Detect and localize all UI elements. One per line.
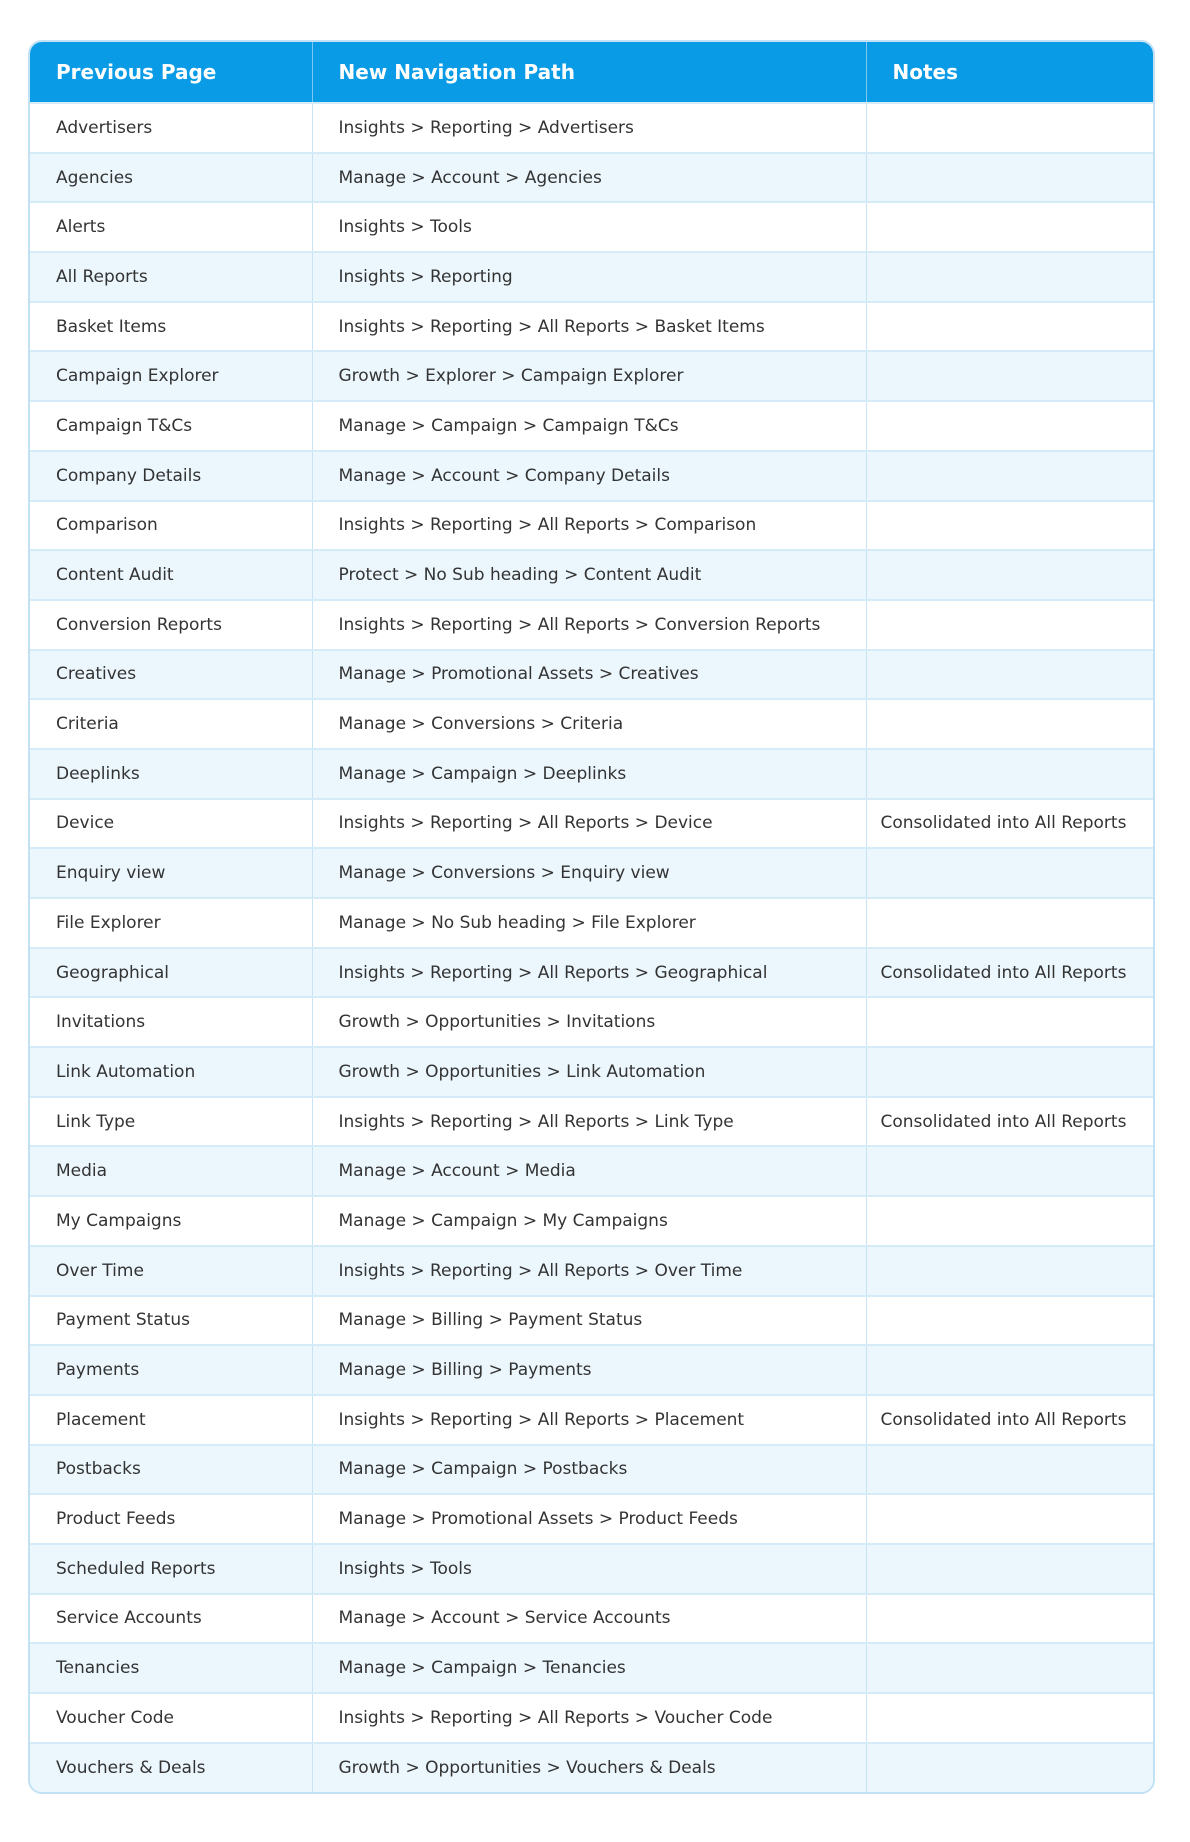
cell-notes: Consolidated into All Reports bbox=[866, 799, 1153, 849]
cell-new-navigation-path: Insights > Reporting > All Reports > Comparison bbox=[312, 501, 866, 551]
cell-new-navigation-path: Insights > Reporting bbox=[312, 252, 866, 302]
cell-new-navigation-path: Manage > Promotional Assets > Creatives bbox=[312, 650, 866, 700]
cell-previous-page: Company Details bbox=[30, 451, 312, 501]
table-row bbox=[30, 699, 1153, 749]
cell-new-navigation-path: Growth > Opportunities > Invitations bbox=[312, 997, 866, 1047]
table-row bbox=[30, 501, 1153, 551]
cell-previous-page: Criteria bbox=[30, 699, 312, 749]
cell-notes bbox=[866, 898, 1153, 948]
cell-new-navigation-path: Insights > Tools bbox=[312, 1544, 866, 1594]
cell-new-navigation-path: Insights > Reporting > All Reports > Over Time bbox=[312, 1246, 866, 1296]
cell-new-navigation-path: Manage > Campaign > Campaign T&Cs bbox=[312, 401, 866, 451]
cell-previous-page: Link Automation bbox=[30, 1047, 312, 1097]
cell-new-navigation-path: Insights > Reporting > All Reports > Basket Items bbox=[312, 302, 866, 352]
table-row bbox=[30, 650, 1153, 700]
cell-previous-page: Scheduled Reports bbox=[30, 1544, 312, 1594]
table-row bbox=[30, 1594, 1153, 1644]
cell-notes bbox=[866, 1146, 1153, 1196]
cell-previous-page: Placement bbox=[30, 1395, 312, 1445]
table-row bbox=[30, 1494, 1153, 1544]
cell-previous-page: Postbacks bbox=[30, 1445, 312, 1495]
cell-notes bbox=[866, 650, 1153, 700]
cell-new-navigation-path: Manage > Account > Agencies bbox=[312, 153, 866, 203]
cell-previous-page: All Reports bbox=[30, 252, 312, 302]
cell-new-navigation-path: Insights > Reporting > All Reports > Placement bbox=[312, 1395, 866, 1445]
cell-new-navigation-path: Insights > Reporting > All Reports > Geographical bbox=[312, 948, 866, 998]
table-row bbox=[30, 401, 1153, 451]
cell-new-navigation-path: Insights > Reporting > Advertisers bbox=[312, 103, 866, 153]
cell-notes bbox=[866, 153, 1153, 203]
cell-previous-page: Campaign T&Cs bbox=[30, 401, 312, 451]
cell-notes bbox=[866, 1246, 1153, 1296]
header-new-navigation-path: New Navigation Path bbox=[312, 42, 866, 103]
table bbox=[30, 42, 1153, 1792]
table-row bbox=[30, 153, 1153, 203]
cell-new-navigation-path: Insights > Tools bbox=[312, 202, 866, 252]
cell-notes bbox=[866, 1643, 1153, 1693]
cell-previous-page: Comparison bbox=[30, 501, 312, 551]
cell-notes bbox=[866, 1544, 1153, 1594]
navigation-mapping-table bbox=[28, 40, 1155, 1794]
table-row bbox=[30, 1246, 1153, 1296]
cell-previous-page: Agencies bbox=[30, 153, 312, 203]
table-row bbox=[30, 749, 1153, 799]
cell-previous-page: Basket Items bbox=[30, 302, 312, 352]
cell-new-navigation-path: Insights > Reporting > All Reports > Voucher Code bbox=[312, 1693, 866, 1743]
table-body bbox=[30, 103, 1153, 1792]
table-row bbox=[30, 103, 1153, 153]
cell-notes bbox=[866, 451, 1153, 501]
table-row bbox=[30, 1296, 1153, 1346]
cell-new-navigation-path: Manage > Account > Service Accounts bbox=[312, 1594, 866, 1644]
cell-notes bbox=[866, 1047, 1153, 1097]
cell-previous-page: Deeplinks bbox=[30, 749, 312, 799]
cell-previous-page: Vouchers & Deals bbox=[30, 1743, 312, 1793]
cell-new-navigation-path: Insights > Reporting > All Reports > Device bbox=[312, 799, 866, 849]
cell-new-navigation-path: Manage > Account > Company Details bbox=[312, 451, 866, 501]
cell-notes bbox=[866, 997, 1153, 1047]
table-row bbox=[30, 1047, 1153, 1097]
table-row bbox=[30, 1196, 1153, 1246]
table-row bbox=[30, 1693, 1153, 1743]
cell-previous-page: Service Accounts bbox=[30, 1594, 312, 1644]
cell-notes bbox=[866, 202, 1153, 252]
header-row bbox=[30, 42, 1153, 103]
cell-new-navigation-path: Manage > Conversions > Criteria bbox=[312, 699, 866, 749]
cell-notes: Consolidated into All Reports bbox=[866, 1097, 1153, 1147]
cell-notes bbox=[866, 1196, 1153, 1246]
cell-notes bbox=[866, 351, 1153, 401]
header-previous-page: Previous Page bbox=[56, 60, 217, 84]
table-row bbox=[30, 451, 1153, 501]
cell-notes bbox=[866, 699, 1153, 749]
cell-previous-page: Link Type bbox=[30, 1097, 312, 1147]
table-row bbox=[30, 1544, 1153, 1594]
table-row bbox=[30, 799, 1153, 849]
cell-previous-page: Voucher Code bbox=[30, 1693, 312, 1743]
cell-notes bbox=[866, 749, 1153, 799]
cell-new-navigation-path: Manage > Campaign > My Campaigns bbox=[312, 1196, 866, 1246]
cell-notes bbox=[866, 252, 1153, 302]
cell-new-navigation-path: Manage > Campaign > Postbacks bbox=[312, 1445, 866, 1495]
cell-previous-page: Creatives bbox=[30, 650, 312, 700]
cell-new-navigation-path: Manage > Promotional Assets > Product Feeds bbox=[312, 1494, 866, 1544]
cell-new-navigation-path: Manage > No Sub heading > File Explorer bbox=[312, 898, 866, 948]
table-row bbox=[30, 351, 1153, 401]
cell-new-navigation-path: Manage > Account > Media bbox=[312, 1146, 866, 1196]
table-row bbox=[30, 600, 1153, 650]
cell-new-navigation-path: Growth > Opportunities > Vouchers & Deals bbox=[312, 1743, 866, 1793]
cell-new-navigation-path: Manage > Billing > Payment Status bbox=[312, 1296, 866, 1346]
table-row bbox=[30, 1395, 1153, 1445]
cell-previous-page: Geographical bbox=[30, 948, 312, 998]
cell-notes bbox=[866, 1743, 1153, 1793]
cell-notes bbox=[866, 1296, 1153, 1346]
cell-previous-page: Content Audit bbox=[30, 550, 312, 600]
cell-notes bbox=[866, 501, 1153, 551]
cell-new-navigation-path: Growth > Opportunities > Link Automation bbox=[312, 1047, 866, 1097]
cell-new-navigation-path: Insights > Reporting > All Reports > Conversion Reports bbox=[312, 600, 866, 650]
cell-previous-page: Payments bbox=[30, 1345, 312, 1395]
table-row bbox=[30, 997, 1153, 1047]
cell-previous-page: Campaign Explorer bbox=[30, 351, 312, 401]
cell-previous-page: My Campaigns bbox=[30, 1196, 312, 1246]
cell-previous-page: Device bbox=[30, 799, 312, 849]
cell-previous-page: File Explorer bbox=[30, 898, 312, 948]
cell-notes bbox=[866, 302, 1153, 352]
cell-new-navigation-path: Protect > No Sub heading > Content Audit bbox=[312, 550, 866, 600]
cell-previous-page: Alerts bbox=[30, 202, 312, 252]
cell-notes bbox=[866, 103, 1153, 153]
table-row bbox=[30, 1445, 1153, 1495]
cell-notes bbox=[866, 1345, 1153, 1395]
table-row bbox=[30, 948, 1153, 998]
table-row bbox=[30, 1345, 1153, 1395]
header-notes: Notes bbox=[866, 42, 1153, 103]
table-row bbox=[30, 848, 1153, 898]
cell-notes bbox=[866, 1693, 1153, 1743]
cell-notes bbox=[866, 848, 1153, 898]
table-row bbox=[30, 1643, 1153, 1693]
cell-new-navigation-path: Manage > Campaign > Deeplinks bbox=[312, 749, 866, 799]
cell-previous-page: Over Time bbox=[30, 1246, 312, 1296]
cell-notes: Consolidated into All Reports bbox=[866, 1395, 1153, 1445]
cell-notes bbox=[866, 401, 1153, 451]
cell-notes bbox=[866, 550, 1153, 600]
cell-previous-page: Product Feeds bbox=[30, 1494, 312, 1544]
cell-previous-page: Enquiry view bbox=[30, 848, 312, 898]
table-row bbox=[30, 550, 1153, 600]
cell-new-navigation-path: Manage > Conversions > Enquiry view bbox=[312, 848, 866, 898]
table-row bbox=[30, 302, 1153, 352]
cell-new-navigation-path: Insights > Reporting > All Reports > Link Type bbox=[312, 1097, 866, 1147]
cell-notes bbox=[866, 1494, 1153, 1544]
cell-new-navigation-path: Manage > Billing > Payments bbox=[312, 1345, 866, 1395]
table-row bbox=[30, 202, 1153, 252]
cell-previous-page: Media bbox=[30, 1146, 312, 1196]
table-row bbox=[30, 898, 1153, 948]
table-row bbox=[30, 1097, 1153, 1147]
cell-notes bbox=[866, 1594, 1153, 1644]
table-row bbox=[30, 1743, 1153, 1793]
cell-notes: Consolidated into All Reports bbox=[866, 948, 1153, 998]
cell-previous-page: Conversion Reports bbox=[30, 600, 312, 650]
table-row bbox=[30, 1146, 1153, 1196]
cell-notes bbox=[866, 600, 1153, 650]
cell-new-navigation-path: Manage > Campaign > Tenancies bbox=[312, 1643, 866, 1693]
cell-notes bbox=[866, 1445, 1153, 1495]
cell-previous-page: Tenancies bbox=[30, 1643, 312, 1693]
table-header bbox=[30, 42, 1153, 103]
cell-new-navigation-path: Growth > Explorer > Campaign Explorer bbox=[312, 351, 866, 401]
cell-previous-page: Payment Status bbox=[30, 1296, 312, 1346]
cell-previous-page: Advertisers bbox=[30, 103, 312, 153]
table-row bbox=[30, 252, 1153, 302]
cell-previous-page: Invitations bbox=[30, 997, 312, 1047]
